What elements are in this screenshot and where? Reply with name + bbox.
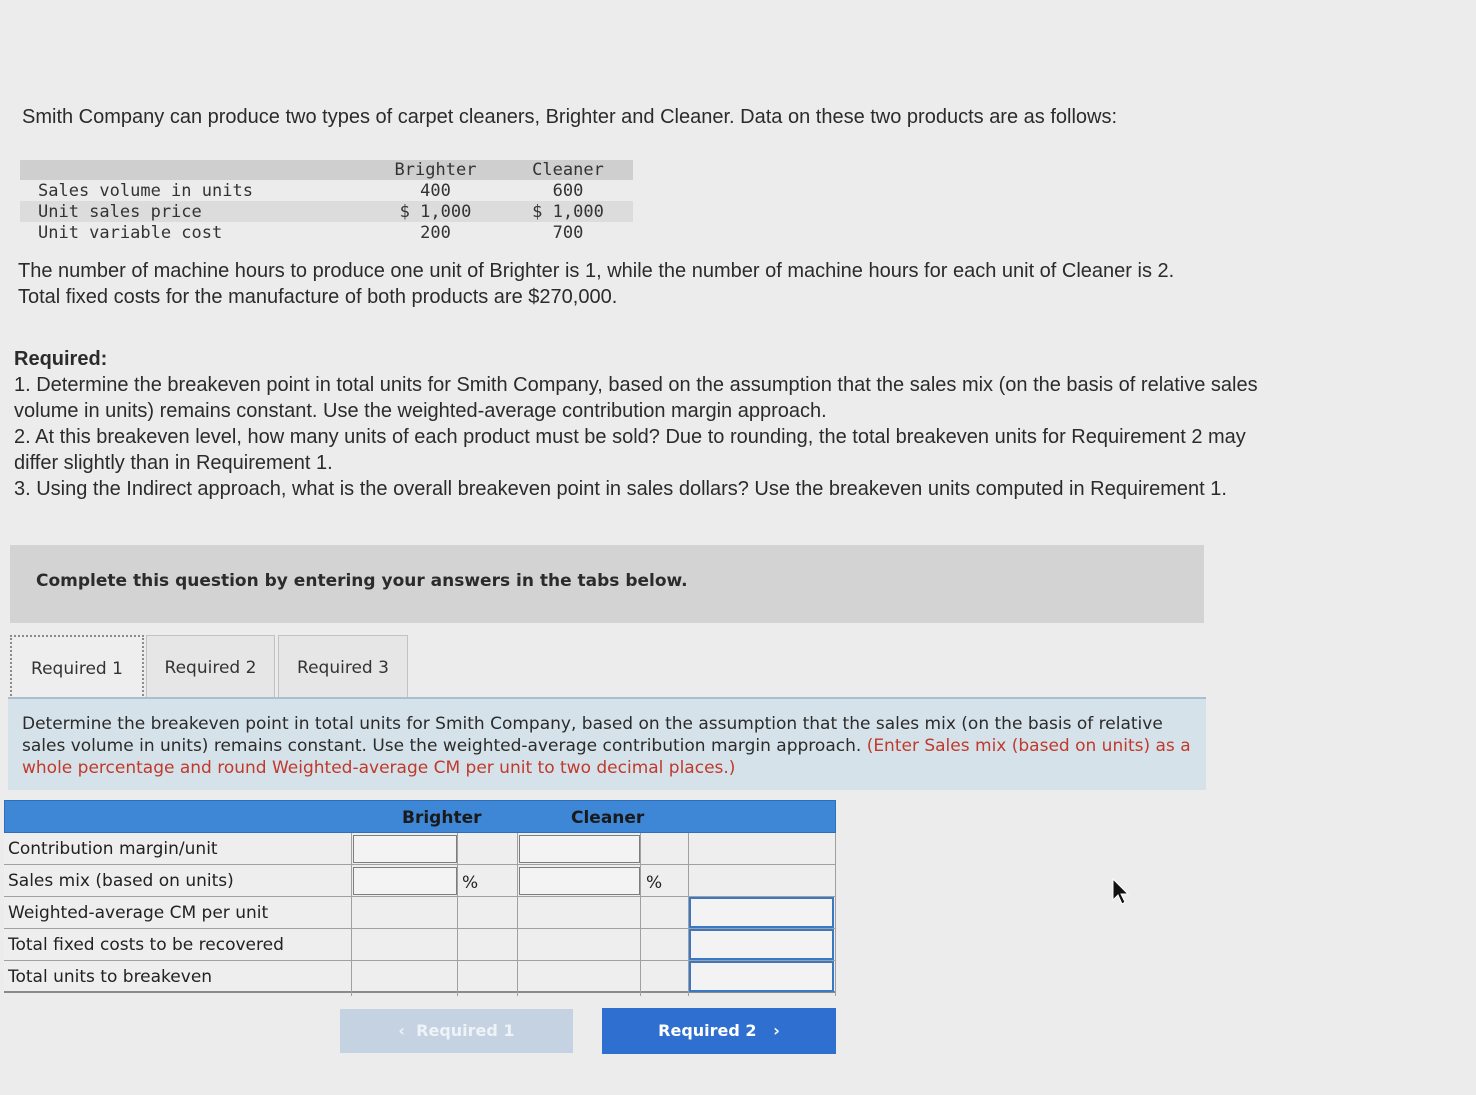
sales-mix-cleaner-input[interactable] (519, 867, 640, 895)
problem-intro: Smith Company can produce two types of carpet cleaners, Brighter and Cleaner. Data on these two products are as follows: (22, 106, 1118, 128)
header-brighter: Brighter (368, 160, 503, 180)
row-unit-variable-cost (20, 222, 633, 243)
required-heading: Required: (14, 348, 108, 370)
column-divider (640, 833, 641, 996)
sales-mix-brighter-input[interactable] (353, 867, 457, 895)
header-empty (20, 160, 368, 180)
chevron-right-icon: › (756, 1021, 780, 1040)
complete-banner: Complete this question by entering your answers in the tabs below. (10, 545, 1204, 623)
cleaner-value: $ 1,000 (503, 201, 633, 222)
column-cleaner: Cleaner (571, 808, 645, 828)
chevron-left-icon: ‹ (398, 1021, 417, 1040)
percent-sign: % (646, 873, 663, 893)
header-cleaner: Cleaner (503, 160, 633, 180)
tab-required-2[interactable]: Required 2 (146, 635, 275, 699)
para-line-2: Total fixed costs for the manufacture of both products are $270,000. (18, 286, 618, 308)
column-divider (835, 833, 836, 996)
machine-hours-paragraph (18, 258, 1338, 310)
brighter-value: $ 1,000 (368, 201, 503, 222)
required-section (14, 346, 1294, 502)
row-label: Unit variable cost (38, 222, 223, 243)
row-sales-volume (20, 180, 633, 201)
row-label: Contribution margin/unit (8, 839, 218, 859)
row-label: Total fixed costs to be recovered (8, 935, 284, 955)
cleaner-value: 700 (552, 222, 584, 243)
tab-required-3[interactable]: Required 3 (278, 635, 408, 699)
tab-required-1[interactable]: Required 1 (10, 635, 144, 699)
next-required-button[interactable] (602, 1008, 836, 1054)
column-divider (457, 833, 458, 996)
requirement-2: 2. At this breakeven level, how many units of each product must be sold? Due to rounding, the total breakeven units for Requirement 2 may differ slightly than in Requirement 1. (14, 426, 1246, 474)
row-label: Sales volume in units (38, 180, 253, 201)
total-units-breakeven-input[interactable] (689, 961, 834, 992)
cm-brighter-input[interactable] (353, 835, 457, 863)
para-line-1: The number of machine hours to produce one unit of Brighter is 1, while the number of machine hours for each unit of Cleaner is 2. (18, 260, 1175, 282)
requirement-3: 3. Using the Indirect approach, what is the overall breakeven point in sales dollars? Use the breakeven units computed in Requirement 1. (14, 478, 1227, 500)
brighter-value: 400 (420, 180, 451, 201)
row-label: Unit sales price (20, 201, 368, 222)
next-button-label: Required 2 (658, 1021, 757, 1040)
product-data-header (20, 160, 633, 180)
instruction-panel (8, 697, 1206, 790)
column-brighter: Brighter (402, 808, 482, 828)
column-divider (517, 833, 518, 996)
cm-cleaner-input[interactable] (519, 835, 640, 863)
row-label: Weighted-average CM per unit (8, 903, 269, 923)
row-unit-sales-price (20, 201, 633, 222)
product-data-table (20, 160, 633, 243)
brighter-value: 200 (420, 222, 451, 243)
previous-button-label: Required 1 (416, 1021, 515, 1040)
instruction-note: (Enter Sales mix (based on units) as a whole percentage and round Weighted-average CM per unit to two decimal places.) (22, 736, 1191, 778)
total-fixed-costs-input[interactable] (689, 929, 834, 960)
row-label: Total units to breakeven (8, 967, 213, 987)
cleaner-value: 600 (552, 180, 584, 201)
row-label: Sales mix (based on units) (8, 871, 234, 891)
column-divider (351, 833, 352, 996)
weighted-average-cm-input[interactable] (689, 897, 834, 928)
answer-table-header (4, 800, 836, 833)
percent-sign: % (462, 873, 479, 893)
previous-required-button[interactable] (340, 1009, 573, 1053)
mouse-cursor-icon (1112, 878, 1130, 906)
answer-table (4, 800, 836, 996)
requirement-1: 1. Determine the breakeven point in total units for Smith Company, based on the assumption that the sales mix (on the basis of relative sales volume in units) remains constant. Use the weighted-average contribution margin approach. (14, 374, 1258, 422)
instruction-text: Determine the breakeven point in total units for Smith Company, based on the assumption that the sales mix (on the basis of relative sales volume in units) remains constant. Use the weighted-average contribution margin approach. (22, 714, 1163, 756)
